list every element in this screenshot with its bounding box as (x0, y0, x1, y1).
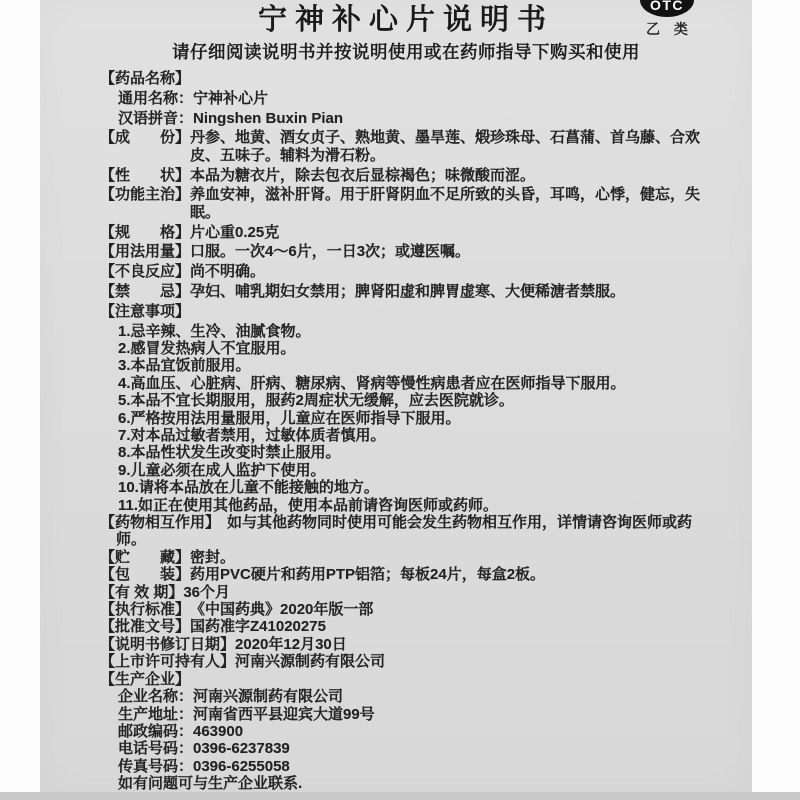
field-value: 孕妇、哺乳期妇女禁用；脾肾阳虚和脾胃虚寒、大便稀溏者禁服。 (190, 282, 626, 300)
field-value: 药用PVC硬片和药用PTP铝箔；每板24片，每盒2板。 (190, 566, 546, 584)
precaution-item-6 (100, 410, 712, 427)
field-label: 【药物相互作用】 (100, 514, 221, 532)
precaution-text: 6.严格按用法用量服用，儿童应在医师指导下服用。 (118, 409, 461, 427)
fax-number-text: 传真号码：0396-6255058 (118, 757, 290, 775)
field-value: 2020年12月30日 (235, 635, 347, 653)
row-contact-note (100, 775, 712, 792)
field-functions (100, 186, 712, 221)
precaution-text: 4.高血压、心脏病、肝病、糖尿病、肾病等慢性病患者应在医师指导下服用。 (118, 374, 626, 392)
field-precautions-header (100, 303, 712, 320)
company-address-text: 生产地址：河南省西平县迎宾大道99号 (118, 705, 375, 723)
field-value: 口服。一次4～6片，一日3次；或遵医嘱。 (190, 243, 471, 261)
precaution-text: 7.对本品过敏者禁用，过敏体质者慎用。 (118, 427, 386, 445)
precaution-text: 10.请将本品放在儿童不能接触的地方。 (118, 479, 379, 497)
field-label: 【不良反应】 (100, 263, 191, 281)
postal-code-text: 邮政编码：463900 (118, 722, 244, 740)
field-value: 36个月 (183, 583, 231, 601)
row-company-name (100, 688, 712, 705)
field-value: 国药准字Z41020275 (190, 618, 326, 636)
field-license-holder (100, 653, 712, 670)
field-approval-number (100, 618, 712, 635)
company-name-text: 企业名称：河南兴源制药有限公司 (118, 688, 344, 706)
field-label: 【药品名称】 (100, 70, 191, 87)
field-label: 【包 装】 (100, 566, 191, 584)
phone-number-text: 电话号码：0396-6237839 (118, 740, 290, 758)
field-validity-period (100, 584, 712, 601)
contact-note-text: 如有问题可与生产企业联系. (118, 775, 303, 793)
field-packaging (100, 566, 712, 583)
otc-class-label: 乙 类 (646, 21, 693, 37)
field-ingredients (100, 129, 712, 164)
field-label: 【功能主治】 (100, 186, 191, 204)
otc-badge (636, 0, 698, 40)
precaution-item-3 (100, 357, 712, 374)
leaflet-content (100, 0, 712, 793)
precaution-text: 9.儿童必须在成人监护下使用。 (118, 461, 326, 479)
otc-logo-text: OTC (649, 0, 685, 13)
field-value: 河南兴源制药有限公司 (235, 653, 386, 671)
row-generic-name (100, 90, 712, 107)
paper-bottom-edge (0, 792, 800, 800)
field-label: 【成 份】 (100, 129, 191, 147)
field-label: 【性 状】 (100, 166, 191, 184)
row-pinyin (100, 110, 712, 127)
field-storage (100, 549, 712, 566)
field-label: 【规 格】 (100, 223, 191, 241)
precaution-text: 11.如正在使用其他药品，使用本品前请咨询医师或药师。 (118, 496, 499, 514)
field-revision-date (100, 636, 712, 653)
field-value: 丹参、地黄、酒女贞子、熟地黄、墨旱莲、煅珍珠母、石菖蒲、首乌藤、合欢皮、五味子。辅料为滑石粉。 (190, 129, 701, 164)
precaution-item-9 (100, 462, 712, 479)
field-label: 【有 效 期】 (100, 583, 184, 601)
field-label: 【执行标准】 (100, 601, 191, 619)
field-value: 《中国药典》2020年版一部 (190, 601, 374, 619)
field-adverse-reactions (100, 263, 712, 280)
field-drug-interactions (100, 514, 712, 549)
row-phone-number (100, 740, 712, 757)
precaution-item-10 (100, 479, 712, 496)
field-manufacturer-header (100, 671, 712, 688)
precaution-item-7 (100, 427, 712, 444)
leaflet-body (100, 70, 712, 793)
field-label: 【禁 忌】 (100, 282, 191, 300)
precaution-text: 8.本品性状发生改变时禁止服用。 (118, 444, 341, 462)
field-value: 如与其他药物同时使用可能会发生药物相互作用，详情请咨询医师或药师。 (116, 514, 693, 549)
row-company-address (100, 706, 712, 723)
field-drug-name (100, 70, 712, 87)
precaution-item-8 (100, 444, 712, 461)
field-label: 【生产企业】 (100, 670, 191, 688)
field-specification (100, 224, 712, 241)
precaution-item-4 (100, 375, 712, 392)
precaution-item-1 (100, 323, 712, 340)
otc-oval-logo (640, 0, 694, 17)
field-value: 密封。 (190, 548, 236, 566)
precaution-item-11 (100, 497, 712, 514)
precaution-text: 2.感冒发热病人不宜服用。 (118, 339, 296, 357)
leaflet-title: 宁神补心片说明书 (257, 4, 554, 36)
field-description (100, 167, 712, 184)
field-label: 【批准文号】 (100, 618, 191, 636)
field-dosage (100, 243, 712, 260)
field-label: 【上市许可持有人】 (100, 653, 236, 671)
generic-name-text: 通用名称：宁神补心片 (118, 89, 269, 107)
row-postal-code (100, 723, 712, 740)
precaution-text: 3.本品宜饭前服用。 (118, 357, 251, 375)
field-label: 【用法用量】 (100, 243, 191, 261)
field-execution-standard (100, 601, 712, 618)
pinyin-text: 汉语拼音：Ningshen Buxin Pian (118, 109, 344, 127)
field-value: 片心重0.25克 (190, 223, 280, 241)
precaution-item-5 (100, 392, 712, 409)
field-label: 【注意事项】 (100, 302, 191, 320)
leaflet-subtitle: 请仔细阅读说明书并按说明使用或在药师指导下购买和使用 (172, 42, 640, 62)
field-label: 【贮 藏】 (100, 548, 191, 566)
precaution-item-2 (100, 340, 712, 357)
field-value: 养血安神，滋补肝肾。用于肝肾阴血不足所致的头昏，耳鸣，心悸，健忘，失眠。 (190, 186, 701, 221)
row-fax-number (100, 758, 712, 775)
field-value: 尚不明确。 (190, 263, 266, 281)
field-contraindications (100, 283, 712, 300)
precaution-text: 5.本品不宜长期服用，服药2周症状无缓解，应去医院就诊。 (118, 392, 514, 410)
field-value: 本品为糖衣片，除去包衣后显棕褐色；味微酸而涩。 (190, 166, 536, 184)
field-label: 【说明书修订日期】 (100, 635, 236, 653)
precaution-text: 1.忌辛辣、生冷、油腻食物。 (118, 322, 311, 340)
